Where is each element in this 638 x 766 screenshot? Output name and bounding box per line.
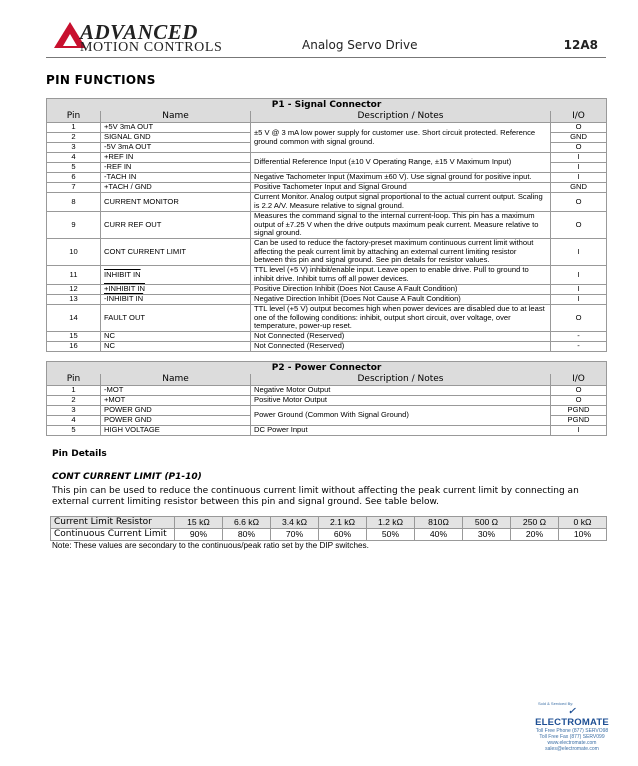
pin-description: Positive Tachometer Input and Signal Ground (251, 183, 551, 193)
pin-number: 2 (47, 133, 101, 143)
pin-description: Can be used to reduce the factory-preset maximum continuous current limit without affecting the peak current limit by attaching an external current limiting resistor between this pin and signal ground. See pin details for resistor values. (251, 239, 551, 266)
table-row (47, 183, 607, 193)
resistor-value: 250 Ω (511, 517, 559, 529)
pin-number: 2 (47, 396, 101, 406)
model-number: 12A8 (563, 38, 598, 52)
pin-io: O (551, 396, 607, 406)
table-row (47, 212, 607, 239)
pin-name: -INHIBIT IN (101, 295, 251, 305)
table-row (47, 342, 607, 352)
resistor-value: 3.4 kΩ (271, 517, 319, 529)
email-link[interactable]: sales@electromate.com (545, 746, 599, 752)
limit-value: 40% (415, 529, 463, 541)
pin-io: I (551, 295, 607, 305)
pin-io: I (551, 173, 607, 183)
table-caption: P2 - Power Connector (47, 362, 607, 375)
pin-number: 4 (47, 416, 101, 426)
row-label: Continuous Current Limit (51, 529, 175, 541)
pin-name: FAULT OUT (101, 305, 251, 332)
pin-io: I (551, 266, 607, 285)
col-header-description: Description / Notes (251, 111, 551, 123)
pin-number: 5 (47, 426, 101, 436)
pin-io: I (551, 163, 607, 173)
table-row (47, 332, 607, 342)
limit-value: 80% (223, 529, 271, 541)
pin-io: I (551, 153, 607, 163)
document-title: Analog Servo Drive (302, 38, 418, 52)
pin-number: 9 (47, 212, 101, 239)
table-caption: P1 - Signal Connector (47, 99, 607, 112)
table-row (47, 123, 607, 133)
table-row (51, 529, 607, 541)
pin-io: I (551, 426, 607, 436)
limit-value: 60% (319, 529, 367, 541)
pin-name: CURRENT MONITOR (101, 193, 251, 212)
pin-description: Current Monitor. Analog output signal proportional to the actual current output. Scaling is 2.2 A/V. Measure relative to signal ground. (251, 193, 551, 212)
limit-value: 20% (511, 529, 559, 541)
col-header-name: Name (101, 111, 251, 123)
phone-line: Toll Free Phone (877) SERVO98 (535, 728, 609, 734)
col-header-name: Name (101, 374, 251, 386)
resistor-value: 2.1 kΩ (319, 517, 367, 529)
page-header (0, 0, 638, 62)
pin-name: NC (101, 332, 251, 342)
website-link[interactable]: www.electromate.com (547, 740, 597, 746)
brand-line2: MOTION CONTROLS (80, 40, 223, 55)
table-row (47, 266, 607, 285)
pin-description: DC Power Input (251, 426, 551, 436)
limit-value: 90% (175, 529, 223, 541)
pin-number: 1 (47, 123, 101, 133)
resistor-value: 1.2 kΩ (367, 517, 415, 529)
table-row (47, 153, 607, 163)
pin-description: Positive Direction Inhibit (Does Not Cause A Fault Condition) (251, 285, 551, 295)
pin-io: GND (551, 133, 607, 143)
pin-io: I (551, 239, 607, 266)
pin-number: 5 (47, 163, 101, 173)
col-header-pin: Pin (47, 111, 101, 123)
logo-triangle-inner (63, 34, 77, 46)
pin-description: Power Ground (Common With Signal Ground) (251, 406, 551, 426)
sold-by-label: Sold & Serviced By: (538, 701, 574, 706)
pin-io: O (551, 305, 607, 332)
limit-value: 10% (559, 529, 607, 541)
table-row (47, 386, 607, 396)
electromate-logo (532, 706, 612, 728)
pin-number: 13 (47, 295, 101, 305)
col-header-pin: Pin (47, 374, 101, 386)
pin-description: Negative Tachometer Input (Maximum ±60 V). Use signal ground for positive input. (251, 173, 551, 183)
resistor-value: 500 Ω (463, 517, 511, 529)
pin-description: TTL level (+5 V) output becomes high when power devices are disabled due to at least one of the following conditions: inhibit, output short circuit, over voltage, over temperature, power-up reset. (251, 305, 551, 332)
pin-name: CONT CURRENT LIMIT (101, 239, 251, 266)
pin-io: O (551, 212, 607, 239)
limit-value: 30% (463, 529, 511, 541)
resistor-value: 0 kΩ (559, 517, 607, 529)
pin-number: 15 (47, 332, 101, 342)
pin-io: PGND (551, 416, 607, 426)
col-header-io: I/O (551, 111, 607, 123)
resistor-value: 810Ω (415, 517, 463, 529)
table-row (47, 285, 607, 295)
table-row (47, 295, 607, 305)
table-row (47, 406, 607, 416)
pin-io: PGND (551, 406, 607, 416)
pin-number: 3 (47, 143, 101, 153)
pin-name: POWER GND (101, 416, 251, 426)
pin-io: - (551, 332, 607, 342)
resistor-value: 15 kΩ (175, 517, 223, 529)
section-title: PIN FUNCTIONS (46, 73, 156, 87)
table-row (47, 396, 607, 406)
pin-name: SIGNAL GND (101, 133, 251, 143)
resistor-value: 6.6 kΩ (223, 517, 271, 529)
limit-value: 50% (367, 529, 415, 541)
pin-details-subheading: CONT CURRENT LIMIT (P1-10) (52, 472, 202, 482)
current-limit-table (50, 516, 607, 541)
pin-name: POWER GND (101, 406, 251, 416)
pin-number: 10 (47, 239, 101, 266)
pin-details-paragraph: This pin can be used to reduce the continuous current limit without affecting the peak current limit by connecting an external current limiting resistor between this pin and signal ground. See table below. (52, 486, 579, 507)
pin-name: +INHIBIT IN (101, 285, 251, 295)
pin-number: 7 (47, 183, 101, 193)
p2-power-connector-table (46, 361, 607, 436)
table-row (47, 193, 607, 212)
limit-value: 70% (271, 529, 319, 541)
pin-description: Positive Motor Output (251, 396, 551, 406)
table-row (47, 426, 607, 436)
pin-io: GND (551, 183, 607, 193)
pin-io: O (551, 143, 607, 153)
pin-number: 11 (47, 266, 101, 285)
pin-number: 4 (47, 153, 101, 163)
table-row (47, 173, 607, 183)
header-divider (46, 57, 606, 58)
pin-description: Negative Motor Output (251, 386, 551, 396)
pin-details-heading: Pin Details (52, 449, 107, 459)
pin-name: HIGH VOLTAGE (101, 426, 251, 436)
pin-description: Measures the command signal to the internal current-loop. This pin has a maximum output of ±7.25 V when the drive outputs maximum peak current. Measure relative to signal ground. (251, 212, 551, 239)
pin-number: 1 (47, 386, 101, 396)
pin-name: NC (101, 342, 251, 352)
fax-line: Toll Free Fax (877) SERV099 (539, 734, 605, 740)
pin-name: +REF IN (101, 153, 251, 163)
pin-io: O (551, 386, 607, 396)
pin-description: TTL level (+5 V) inhibit/enable input. Leave open to enable drive. Pull to ground to inhibit drive. Inhibit turns off all power devices. (251, 266, 551, 285)
pin-description: Differential Reference Input (±10 V Operating Range, ±15 V Maximum Input) (251, 153, 551, 173)
pin-description: Negative Direction Inhibit (Does Not Cause A Fault Condition) (251, 295, 551, 305)
pin-number: 14 (47, 305, 101, 332)
row-label: Current Limit Resistor (51, 517, 175, 529)
col-header-description: Description / Notes (251, 374, 551, 386)
pin-description: Not Connected (Reserved) (251, 342, 551, 352)
pin-description: ±5 V @ 3 mA low power supply for customer use. Short circuit protected. Reference ground common with signal ground. (251, 123, 551, 153)
pin-io: - (551, 342, 607, 352)
pin-number: 12 (47, 285, 101, 295)
pin-name: +5V 3mA OUT (101, 123, 251, 133)
electromate-logo-text: ELECTROMATE (535, 717, 609, 728)
pin-number: 16 (47, 342, 101, 352)
company-logo (54, 20, 224, 56)
distributor-footer (532, 701, 612, 752)
pin-io: I (551, 285, 607, 295)
pin-name: -TACH IN (101, 173, 251, 183)
pin-name: -REF IN (101, 163, 251, 173)
pin-io: O (551, 123, 607, 133)
pin-name: -MOT (101, 386, 251, 396)
table-row (51, 517, 607, 529)
footnote: Note: These values are secondary to the continuous/peak ratio set by the DIP switches. (52, 541, 369, 550)
electromate-swoosh-icon: ✓ (567, 706, 577, 717)
pin-description: Not Connected (Reserved) (251, 332, 551, 342)
pin-name: +MOT (101, 396, 251, 406)
pin-name: CURR REF OUT (101, 212, 251, 239)
pin-name: INHIBIT IN (101, 266, 251, 285)
pin-number: 6 (47, 173, 101, 183)
pin-number: 3 (47, 406, 101, 416)
brand-line1: ADVANCED (80, 20, 198, 44)
table-row (47, 239, 607, 266)
table-row (47, 305, 607, 332)
pin-name: -5V 3mA OUT (101, 143, 251, 153)
pin-number: 8 (47, 193, 101, 212)
pin-name: +TACH / GND (101, 183, 251, 193)
p1-signal-connector-table (46, 98, 607, 352)
pin-io: O (551, 193, 607, 212)
col-header-io: I/O (551, 374, 607, 386)
